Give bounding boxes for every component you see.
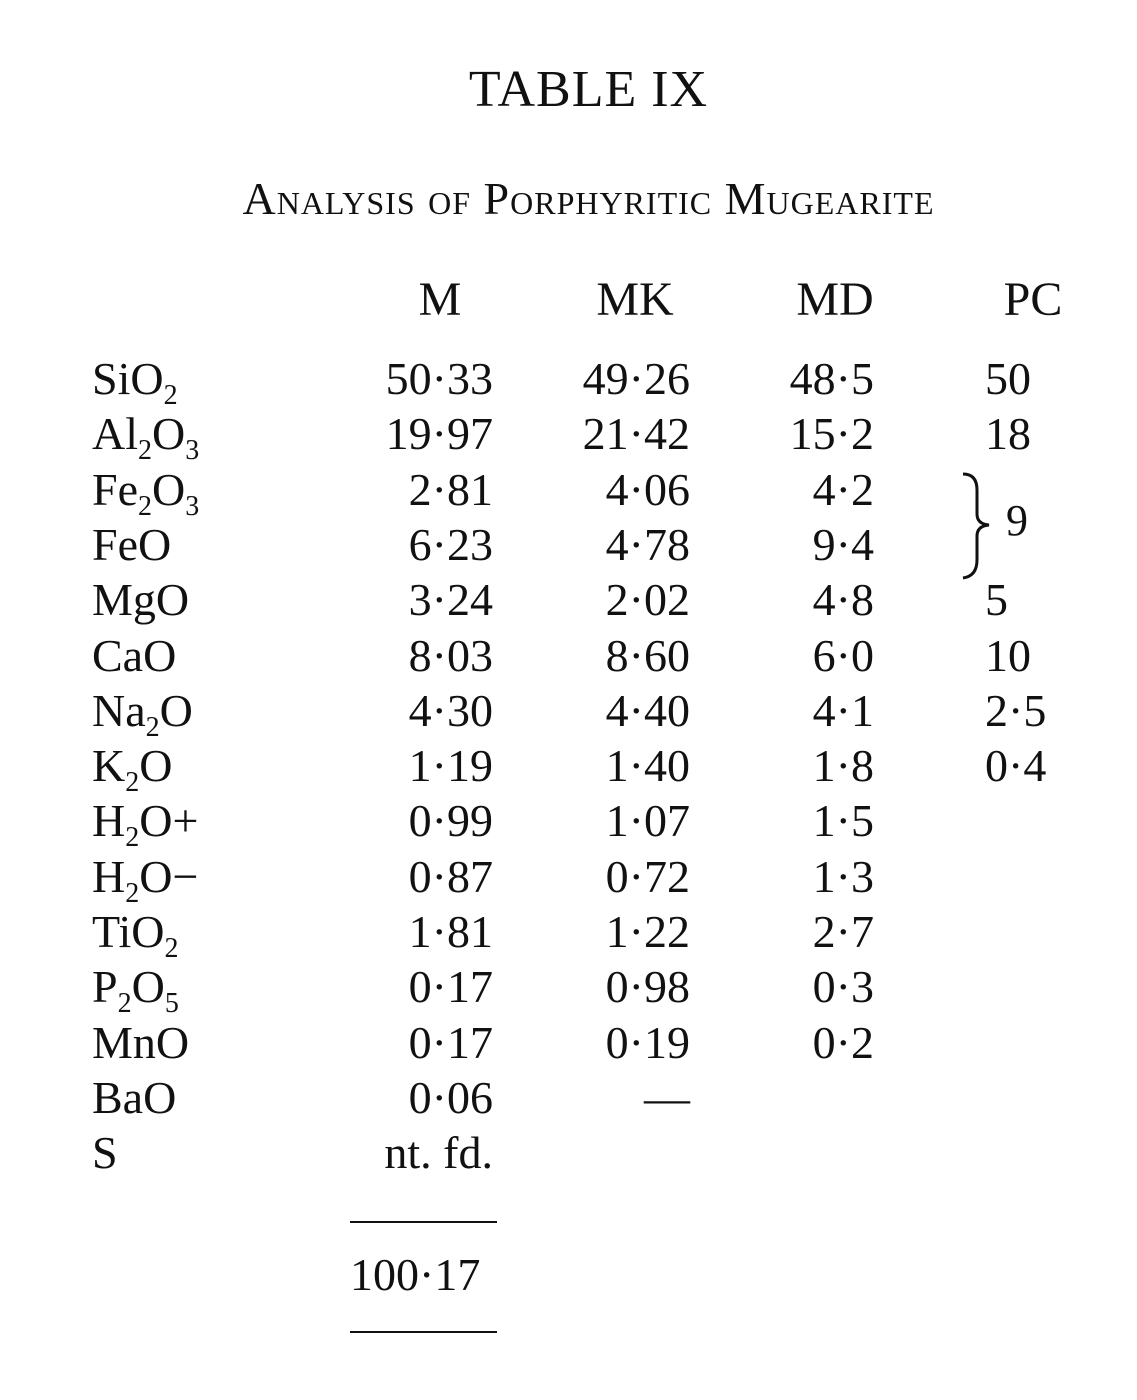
table-row bbox=[0, 629, 1137, 684]
value-m: 0·17 bbox=[408, 961, 493, 1012]
total-m: 100·17 bbox=[350, 1249, 481, 1300]
table-row bbox=[0, 1126, 1137, 1181]
table-row bbox=[0, 794, 1137, 853]
oxide-label: $H_2O+$ bbox=[92, 795, 199, 853]
value-m: 50·33 bbox=[385, 353, 493, 404]
value-pc: 10 bbox=[985, 630, 1031, 681]
table-row bbox=[0, 905, 1137, 964]
value-md: 9·4 bbox=[812, 519, 874, 570]
bracketed-pc-value: 9 bbox=[1006, 496, 1028, 545]
table-row bbox=[0, 1016, 1137, 1071]
table-row bbox=[0, 352, 1137, 411]
table-row bbox=[0, 1071, 1137, 1126]
value-md: 4·1 bbox=[812, 685, 874, 736]
column-header-m: M bbox=[418, 273, 462, 326]
value-m: 4·30 bbox=[408, 685, 493, 736]
oxide-label: S bbox=[92, 1127, 118, 1178]
oxide-label: FeO bbox=[92, 519, 172, 570]
table-title: TABLE IX bbox=[468, 61, 709, 118]
value-mk: 1·07 bbox=[605, 795, 690, 846]
value-mk: 1·40 bbox=[605, 740, 690, 791]
value-md: 6·0 bbox=[812, 630, 874, 681]
value-m: 19·97 bbox=[385, 408, 493, 459]
column-header-mk: MK bbox=[596, 273, 674, 326]
value-m: 0·99 bbox=[408, 795, 493, 846]
value-m: 1·81 bbox=[408, 906, 493, 957]
oxide-label: $Na_2O$ bbox=[92, 685, 193, 743]
value-md: 1·5 bbox=[812, 795, 874, 846]
value-m: 0·17 bbox=[408, 1017, 493, 1068]
value-md: 2·7 bbox=[812, 906, 874, 957]
value-mk: 8·60 bbox=[605, 630, 690, 681]
sum-rule-top bbox=[350, 1221, 497, 1223]
value-mk: 0·98 bbox=[605, 961, 690, 1012]
oxide-label: TiO$_2$ bbox=[92, 906, 179, 964]
value-m: 8·03 bbox=[408, 630, 493, 681]
value-mk: 4·40 bbox=[605, 685, 690, 736]
value-md: 1·3 bbox=[812, 851, 874, 902]
column-header-pc: PC bbox=[1003, 273, 1063, 326]
value-pc: 18 bbox=[985, 408, 1031, 459]
value-md: 4·8 bbox=[812, 574, 874, 625]
oxide-label: MgO bbox=[92, 574, 190, 625]
oxide-label: $P_2O_5$ bbox=[92, 961, 179, 1019]
oxide-label: MnO bbox=[92, 1017, 190, 1068]
value-pc: 0·4 bbox=[985, 740, 1047, 791]
oxide-label: SiO$_2$ bbox=[92, 353, 178, 411]
value-md: 1·8 bbox=[812, 740, 874, 791]
value-mk: 0·19 bbox=[605, 1017, 690, 1068]
sum-rule-bottom bbox=[350, 1331, 497, 1333]
value-m: 1·19 bbox=[408, 740, 493, 791]
value-md: 48·5 bbox=[789, 353, 874, 404]
value-m: 3·24 bbox=[408, 574, 493, 625]
table-row bbox=[0, 850, 1137, 909]
value-mk: — bbox=[644, 1072, 690, 1123]
value-pc: 50 bbox=[985, 353, 1031, 404]
value-m: 0·06 bbox=[408, 1072, 493, 1123]
value-m: 2·81 bbox=[408, 464, 493, 515]
value-md: 4·2 bbox=[812, 464, 874, 515]
value-mk: 4·78 bbox=[605, 519, 690, 570]
table-row bbox=[0, 407, 1137, 466]
column-header-md: MD bbox=[796, 273, 874, 326]
table-row bbox=[0, 684, 1137, 743]
oxide-label: $H_2O-$ bbox=[92, 851, 199, 909]
value-mk: 2·02 bbox=[605, 574, 690, 625]
oxide-label: $K_2O$ bbox=[92, 740, 173, 798]
value-pc: 2·5 bbox=[985, 685, 1047, 736]
oxide-label: BaO bbox=[92, 1072, 177, 1123]
value-mk: 21·42 bbox=[582, 408, 690, 459]
value-md: 15·2 bbox=[789, 408, 874, 459]
table-subtitle: Analysis of Porphyritic Mugearite bbox=[242, 173, 935, 224]
table-row bbox=[0, 739, 1137, 798]
value-md: 0·3 bbox=[812, 961, 874, 1012]
value-m: 0·87 bbox=[408, 851, 493, 902]
value-mk: 0·72 bbox=[605, 851, 690, 902]
value-pc: 5 bbox=[985, 574, 1008, 625]
value-m: 6·23 bbox=[408, 519, 493, 570]
oxide-label: $Fe_2O_3$ bbox=[92, 464, 200, 522]
value-md: 0·2 bbox=[812, 1017, 874, 1068]
value-m: nt. fd. bbox=[384, 1127, 493, 1178]
value-mk: 49·26 bbox=[582, 353, 690, 404]
oxide-label: $Al_2O_3$ bbox=[92, 408, 200, 466]
oxide-label: CaO bbox=[92, 630, 177, 681]
value-mk: 4·06 bbox=[605, 464, 690, 515]
table-row bbox=[0, 960, 1137, 1019]
value-mk: 1·22 bbox=[605, 906, 690, 957]
